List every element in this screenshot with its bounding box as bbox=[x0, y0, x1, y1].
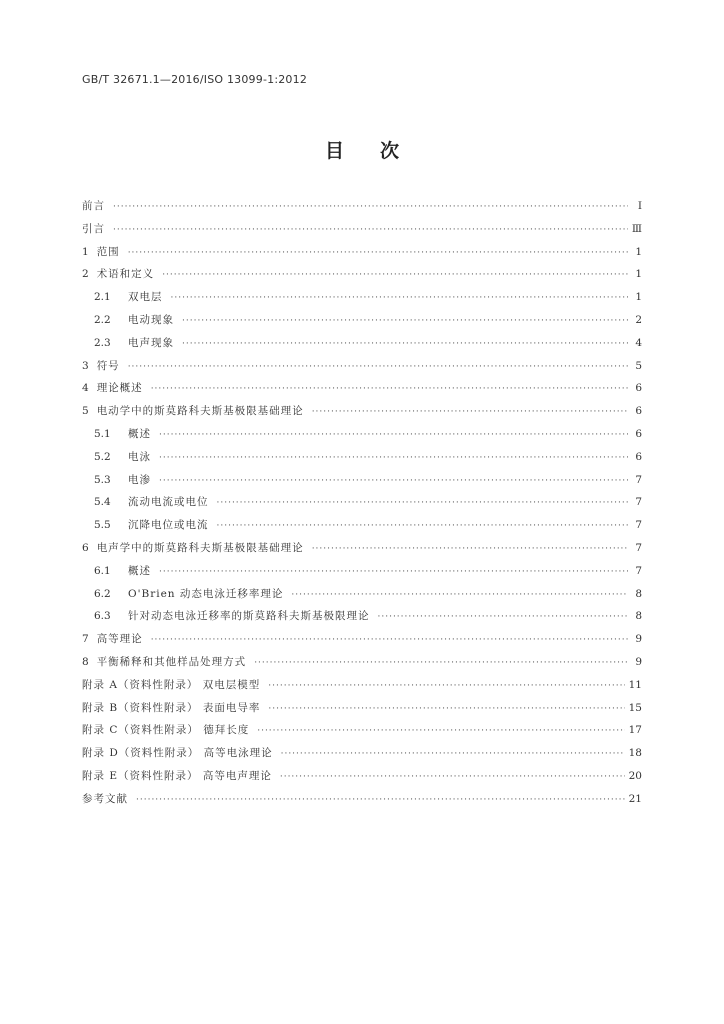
toc-entry[interactable] bbox=[82, 380, 642, 403]
toc-entry[interactable] bbox=[82, 289, 642, 312]
toc-entry-page-number: 9 bbox=[635, 655, 642, 668]
toc-entry-label: 电动学中的斯莫路科夫斯基极限基础理论 bbox=[96, 405, 304, 418]
toc-dot-leader bbox=[280, 772, 625, 782]
toc-entry-number: 5.5 bbox=[94, 519, 111, 532]
toc-entry-page-number: 6 bbox=[635, 427, 642, 440]
toc-dot-leader bbox=[171, 293, 629, 303]
toc-entry-number: 6.1 bbox=[94, 564, 111, 577]
toc-entry-page-number: Ⅰ bbox=[637, 200, 642, 212]
toc-entry-label: 流动电流或电位 bbox=[128, 496, 209, 509]
toc-entry-label: 附录 E（资料性附录） 高等电声理论 bbox=[82, 769, 272, 782]
toc-entry-number: 4 bbox=[82, 382, 89, 395]
toc-entry[interactable] bbox=[82, 722, 642, 745]
toc-entry-number: 1 bbox=[82, 245, 89, 258]
toc-entry[interactable] bbox=[82, 791, 642, 814]
toc-entry[interactable] bbox=[82, 768, 642, 791]
toc-entry-page-number: 5 bbox=[635, 359, 642, 372]
toc-entry-number: 2 bbox=[82, 268, 89, 281]
toc-entry-page-number: 20 bbox=[628, 769, 642, 782]
toc-entry-number: 3 bbox=[82, 359, 89, 372]
table-of-contents bbox=[82, 198, 642, 814]
toc-dot-leader bbox=[254, 658, 628, 668]
page-title: 目次 bbox=[324, 140, 435, 162]
toc-entry[interactable] bbox=[82, 403, 642, 426]
toc-dot-leader bbox=[151, 384, 628, 394]
toc-entry-number: 2.3 bbox=[94, 336, 111, 349]
toc-entry-label: 电动现象 bbox=[128, 313, 174, 326]
toc-entry-page-number: 18 bbox=[628, 747, 642, 760]
toc-entry-number: 6.2 bbox=[94, 587, 111, 600]
toc-dot-leader bbox=[378, 612, 629, 622]
toc-dot-leader bbox=[312, 407, 628, 417]
toc-entry-label: 高等理论 bbox=[96, 633, 143, 646]
toc-dot-leader bbox=[291, 590, 628, 600]
toc-entry-label: 附录 D（资料性附录） 高等电泳理论 bbox=[82, 747, 273, 760]
toc-entry-label: 概述 bbox=[128, 564, 151, 577]
toc-dot-leader bbox=[162, 270, 628, 280]
toc-entry-page-number: 8 bbox=[635, 610, 642, 623]
toc-entry-page-number: 11 bbox=[628, 678, 642, 691]
toc-entry-page-number: 7 bbox=[635, 496, 642, 509]
toc-entry-number: 5.4 bbox=[94, 496, 111, 509]
toc-entry-page-number: 7 bbox=[635, 519, 642, 532]
toc-entry[interactable] bbox=[82, 449, 642, 472]
toc-entry-number: 2.1 bbox=[94, 291, 111, 304]
toc-entry[interactable] bbox=[82, 631, 642, 654]
toc-entry-label: 附录 B（资料性附录） 表面电导率 bbox=[82, 701, 261, 714]
toc-entry-label: 符号 bbox=[96, 359, 120, 372]
toc-dot-leader bbox=[217, 498, 629, 508]
toc-entry[interactable] bbox=[82, 700, 642, 723]
toc-entry-page-number: 21 bbox=[628, 792, 642, 805]
toc-entry-page-number: 1 bbox=[635, 291, 642, 304]
toc-entry-label: 电渗 bbox=[128, 473, 151, 486]
toc-entry-page-number: Ⅲ bbox=[631, 222, 642, 235]
toc-dot-leader bbox=[159, 453, 628, 463]
toc-entry-number: 5.3 bbox=[94, 473, 111, 486]
toc-entry-label: 理论概述 bbox=[96, 382, 143, 395]
toc-entry-label: 前言 bbox=[82, 200, 105, 212]
toc-entry-number: 7 bbox=[82, 633, 89, 646]
toc-entry-page-number: 4 bbox=[635, 336, 642, 349]
toc-entry-number: 6 bbox=[82, 541, 89, 554]
toc-entry[interactable] bbox=[82, 244, 642, 267]
toc-entry-label: 范围 bbox=[96, 245, 120, 258]
toc-entry[interactable] bbox=[82, 586, 642, 609]
toc-entry-page-number: 7 bbox=[635, 541, 642, 554]
toc-entry-label: 引言 bbox=[82, 222, 105, 235]
toc-entry-label: 参考文献 bbox=[82, 792, 128, 805]
toc-dot-leader bbox=[136, 795, 625, 805]
toc-dot-leader bbox=[159, 567, 628, 577]
toc-entry-label: 电声学中的斯莫路科夫斯基极限基础理论 bbox=[96, 541, 304, 554]
toc-entry-number: 5.1 bbox=[94, 427, 111, 440]
toc-entry-label: 概述 bbox=[128, 427, 151, 440]
toc-dot-leader bbox=[159, 476, 628, 486]
toc-entry[interactable] bbox=[82, 517, 642, 540]
toc-entry-label: 附录 C（资料性附录） 德拜长度 bbox=[82, 724, 250, 737]
toc-entry-page-number: 6 bbox=[635, 405, 642, 418]
toc-entry[interactable] bbox=[82, 654, 642, 677]
toc-entry[interactable] bbox=[82, 677, 642, 700]
toc-entry[interactable] bbox=[82, 540, 642, 563]
toc-dot-leader bbox=[128, 362, 628, 372]
toc-dot-leader bbox=[268, 681, 624, 691]
toc-entry-number: 2.2 bbox=[94, 313, 111, 326]
toc-entry-number: 8 bbox=[82, 655, 89, 668]
toc-entry-page-number: 17 bbox=[628, 724, 642, 737]
toc-entry-label: 术语和定义 bbox=[96, 268, 155, 281]
toc-entry-label: 双电层 bbox=[128, 291, 163, 304]
toc-entry[interactable] bbox=[82, 335, 642, 358]
toc-dot-leader bbox=[182, 316, 628, 326]
toc-dot-leader bbox=[257, 726, 624, 736]
toc-entry-label: 平衡稀释和其他样品处理方式 bbox=[96, 655, 247, 668]
document-header-code: GB/T 32671.1—2016/ISO 13099-1:2012 bbox=[82, 73, 308, 86]
toc-dot-leader bbox=[268, 704, 624, 714]
toc-entry[interactable] bbox=[82, 563, 642, 586]
toc-entry-label: 电声现象 bbox=[128, 336, 174, 349]
toc-entry-label: O'Brien 动态电泳迁移率理论 bbox=[128, 587, 284, 600]
toc-entry-number: 5 bbox=[82, 405, 89, 418]
toc-entry-page-number: 7 bbox=[635, 473, 642, 486]
toc-entry-label: 沉降电位或电流 bbox=[128, 519, 209, 532]
toc-dot-leader bbox=[159, 430, 628, 440]
toc-dot-leader bbox=[113, 202, 628, 212]
toc-entry-page-number: 8 bbox=[635, 587, 642, 600]
toc-entry-number: 5.2 bbox=[94, 450, 111, 463]
toc-entry[interactable] bbox=[82, 494, 642, 517]
toc-entry-page-number: 7 bbox=[635, 564, 642, 577]
toc-entry[interactable] bbox=[82, 312, 642, 335]
toc-entry-page-number: 1 bbox=[635, 245, 642, 258]
toc-entry[interactable] bbox=[82, 358, 642, 381]
toc-dot-leader bbox=[217, 521, 629, 531]
toc-dot-leader bbox=[151, 635, 628, 645]
toc-entry-number: 6.3 bbox=[94, 610, 111, 623]
toc-entry-page-number: 1 bbox=[635, 268, 642, 281]
toc-entry[interactable] bbox=[82, 472, 642, 495]
toc-dot-leader bbox=[281, 749, 625, 759]
toc-dot-leader bbox=[128, 248, 628, 258]
toc-entry[interactable] bbox=[82, 198, 642, 221]
toc-entry-page-number: 2 bbox=[635, 313, 642, 326]
toc-entry-page-number: 6 bbox=[635, 450, 642, 463]
toc-entry-label: 针对动态电泳迁移率的斯莫路科夫斯基极限理论 bbox=[128, 610, 370, 623]
toc-entry[interactable] bbox=[82, 608, 642, 631]
toc-dot-leader bbox=[312, 544, 628, 554]
toc-dot-leader bbox=[113, 225, 628, 235]
toc-entry-page-number: 15 bbox=[628, 701, 642, 714]
toc-entry-page-number: 9 bbox=[635, 633, 642, 646]
toc-entry-page-number: 6 bbox=[635, 382, 642, 395]
toc-entry[interactable] bbox=[82, 745, 642, 768]
toc-dot-leader bbox=[182, 339, 628, 349]
toc-entry[interactable] bbox=[82, 221, 642, 244]
toc-entry-label: 附录 A（资料性附录） 双电层模型 bbox=[82, 678, 261, 691]
toc-entry[interactable] bbox=[82, 426, 642, 449]
toc-entry[interactable] bbox=[82, 266, 642, 289]
toc-entry-label: 电泳 bbox=[128, 450, 151, 463]
